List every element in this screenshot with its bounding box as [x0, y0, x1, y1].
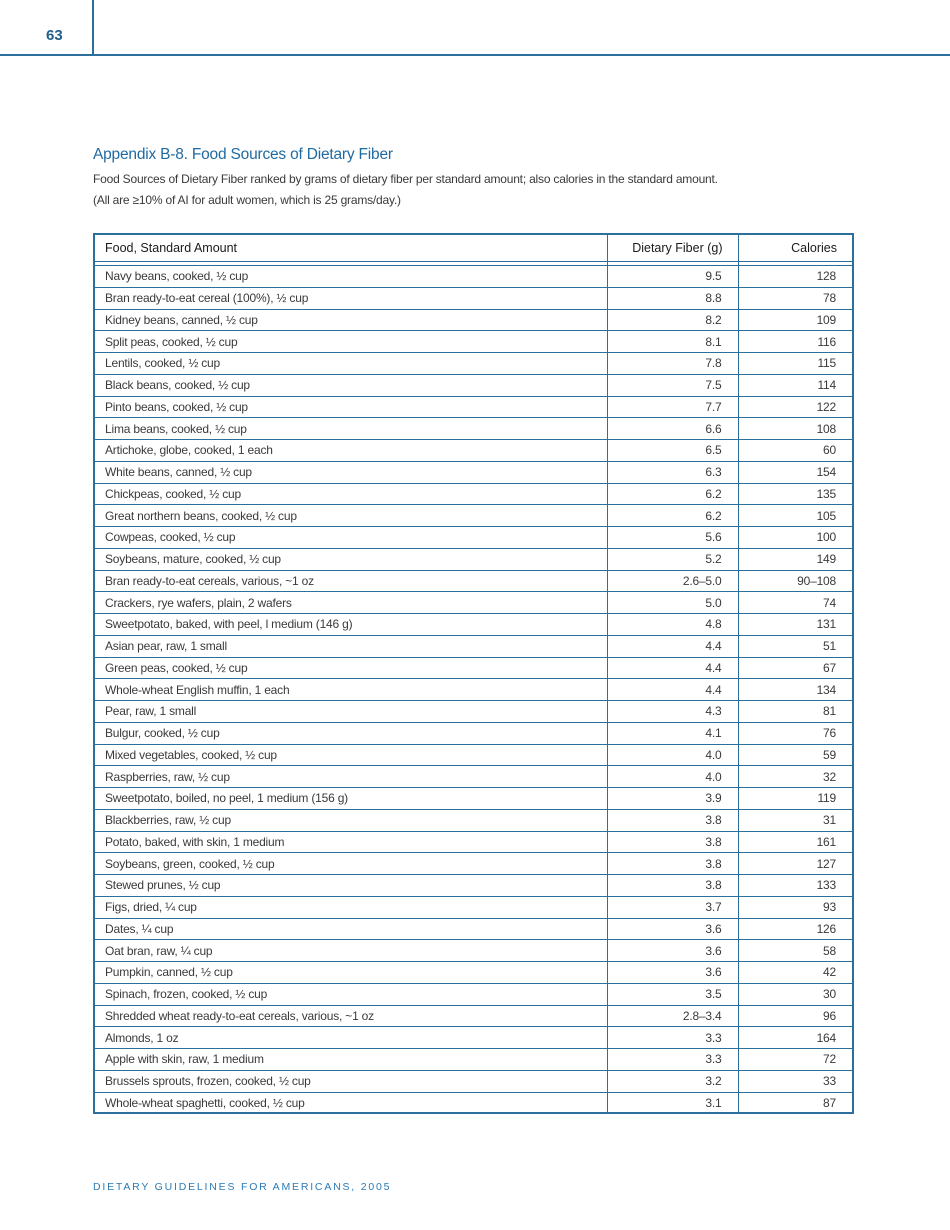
- food-cell: White beans, canned, ½ cup: [95, 461, 607, 483]
- fiber-cell: 3.1: [607, 1092, 738, 1113]
- food-cell: Potato, baked, with skin, 1 medium: [95, 831, 607, 853]
- food-cell: Pear, raw, 1 small: [95, 701, 607, 723]
- food-cell: Cowpeas, cooked, ½ cup: [95, 527, 607, 549]
- calories-cell: 135: [738, 483, 852, 505]
- table-row: [95, 548, 852, 570]
- food-cell: Black beans, cooked, ½ cup: [95, 374, 607, 396]
- fiber-cell: 5.0: [607, 592, 738, 614]
- fiber-cell: 3.8: [607, 809, 738, 831]
- fiber-cell: 3.8: [607, 875, 738, 897]
- calories-cell: 31: [738, 809, 852, 831]
- table-row: [95, 701, 852, 723]
- calories-cell: 105: [738, 505, 852, 527]
- fiber-cell: 7.5: [607, 374, 738, 396]
- fiber-cell: 8.8: [607, 287, 738, 309]
- fiber-cell: 5.2: [607, 548, 738, 570]
- food-cell: Whole-wheat spaghetti, cooked, ½ cup: [95, 1092, 607, 1113]
- food-cell: Asian pear, raw, 1 small: [95, 635, 607, 657]
- table-description: Food Sources of Dietary Fiber ranked by grams of dietary fiber per standard amount; also calories in the standard amount.: [93, 172, 718, 186]
- calories-cell: 51: [738, 635, 852, 657]
- food-cell: Bran ready-to-eat cereals, various, ~1 oz: [95, 570, 607, 592]
- calories-cell: 81: [738, 701, 852, 723]
- table-row: [95, 896, 852, 918]
- food-cell: Artichoke, globe, cooked, 1 each: [95, 440, 607, 462]
- table-row: [95, 287, 852, 309]
- column-header-fiber: Dietary Fiber (g): [607, 235, 738, 262]
- table-row: [95, 396, 852, 418]
- table-row: [95, 1005, 852, 1027]
- calories-cell: 126: [738, 918, 852, 940]
- fiber-cell: 3.6: [607, 918, 738, 940]
- fiber-cell: 4.8: [607, 614, 738, 636]
- fiber-cell: 6.2: [607, 505, 738, 527]
- calories-cell: 100: [738, 527, 852, 549]
- food-cell: Brussels sprouts, frozen, cooked, ½ cup: [95, 1070, 607, 1092]
- food-cell: Almonds, 1 oz: [95, 1027, 607, 1049]
- food-cell: Great northern beans, cooked, ½ cup: [95, 505, 607, 527]
- fiber-cell: 3.9: [607, 788, 738, 810]
- table-row: [95, 266, 852, 288]
- calories-cell: 30: [738, 983, 852, 1005]
- fiber-cell: 2.6–5.0: [607, 570, 738, 592]
- fiber-cell: 8.1: [607, 331, 738, 353]
- calories-cell: 96: [738, 1005, 852, 1027]
- fiber-cell: 3.2: [607, 1070, 738, 1092]
- fiber-cell: 3.3: [607, 1049, 738, 1071]
- fiber-cell: 3.6: [607, 962, 738, 984]
- fiber-cell: 4.0: [607, 744, 738, 766]
- fiber-cell: 6.5: [607, 440, 738, 462]
- fiber-cell: 4.4: [607, 635, 738, 657]
- food-cell: Shredded wheat ready-to-eat cereals, various, ~1 oz: [95, 1005, 607, 1027]
- food-cell: Sweetpotato, boiled, no peel, 1 medium (156 g): [95, 788, 607, 810]
- header-vertical-rule: [92, 0, 94, 55]
- table-note: (All are ≥10% of AI for adult women, which is 25 grams/day.): [93, 193, 401, 207]
- calories-cell: 108: [738, 418, 852, 440]
- table-row: [95, 374, 852, 396]
- fiber-cell: 3.5: [607, 983, 738, 1005]
- fiber-cell: 3.7: [607, 896, 738, 918]
- table-row: [95, 440, 852, 462]
- table-row: [95, 570, 852, 592]
- food-cell: Pinto beans, cooked, ½ cup: [95, 396, 607, 418]
- food-cell: Blackberries, raw, ½ cup: [95, 809, 607, 831]
- food-cell: Whole-wheat English muffin, 1 each: [95, 679, 607, 701]
- table-header-row: [95, 235, 852, 262]
- fiber-cell: 6.2: [607, 483, 738, 505]
- fiber-cell: 4.3: [607, 701, 738, 723]
- fiber-cell: 3.8: [607, 853, 738, 875]
- fiber-cell: 3.8: [607, 831, 738, 853]
- calories-cell: 67: [738, 657, 852, 679]
- table-row: [95, 1027, 852, 1049]
- page-title: Appendix B-8. Food Sources of Dietary Fiber: [93, 146, 393, 163]
- fiber-cell: 6.3: [607, 461, 738, 483]
- calories-cell: 133: [738, 875, 852, 897]
- table-row: [95, 483, 852, 505]
- table-row: [95, 1092, 852, 1113]
- food-cell: Lima beans, cooked, ½ cup: [95, 418, 607, 440]
- food-cell: Crackers, rye wafers, plain, 2 wafers: [95, 592, 607, 614]
- column-header-calories: Calories: [738, 235, 852, 262]
- table-row: [95, 592, 852, 614]
- table-row: [95, 809, 852, 831]
- table-row: [95, 418, 852, 440]
- fiber-cell: 3.3: [607, 1027, 738, 1049]
- calories-cell: 109: [738, 309, 852, 331]
- table-row: [95, 635, 852, 657]
- fiber-cell: 7.7: [607, 396, 738, 418]
- food-cell: Dates, ¼ cup: [95, 918, 607, 940]
- table-row: [95, 614, 852, 636]
- calories-cell: 42: [738, 962, 852, 984]
- table-row: [95, 505, 852, 527]
- food-cell: Kidney beans, canned, ½ cup: [95, 309, 607, 331]
- food-cell: Sweetpotato, baked, with peel, l medium (146 g): [95, 614, 607, 636]
- calories-cell: 87: [823, 1095, 836, 1110]
- food-cell: Chickpeas, cooked, ½ cup: [95, 483, 607, 505]
- calories-cell: 116: [738, 331, 852, 353]
- food-cell: Mixed vegetables, cooked, ½ cup: [95, 744, 607, 766]
- fiber-cell: 4.1: [607, 722, 738, 744]
- food-cell: Apple with skin, raw, 1 medium: [95, 1049, 607, 1071]
- fiber-cell: 5.6: [607, 527, 738, 549]
- food-cell: Green peas, cooked, ½ cup: [95, 657, 607, 679]
- calories-cell: 32: [738, 766, 852, 788]
- table-row: [95, 1049, 852, 1071]
- table-row: [95, 744, 852, 766]
- table-row: [95, 940, 852, 962]
- fiber-cell: 6.6: [607, 418, 738, 440]
- fiber-cell: 4.4: [607, 657, 738, 679]
- table-row: [95, 962, 852, 984]
- food-cell: Bran ready-to-eat cereal (100%), ½ cup: [95, 287, 607, 309]
- table-row: [95, 788, 852, 810]
- fiber-table: [95, 235, 852, 1113]
- calories-cell: 90–108: [738, 570, 852, 592]
- table-row: [95, 309, 852, 331]
- fiber-table-container: [93, 233, 854, 1114]
- fiber-cell: 9.5: [607, 266, 738, 288]
- calories-cell: 134: [738, 679, 852, 701]
- calories-cell: 33: [738, 1070, 852, 1092]
- fiber-cell: 8.2: [607, 309, 738, 331]
- table-row: [95, 831, 852, 853]
- calories-cell: 115: [738, 353, 852, 375]
- calories-cell: 131: [738, 614, 852, 636]
- food-cell: Bulgur, cooked, ½ cup: [95, 722, 607, 744]
- table-row: [95, 1070, 852, 1092]
- food-cell: Oat bran, raw, ¼ cup: [95, 940, 607, 962]
- calories-cell: 78: [738, 287, 852, 309]
- calories-cell: 154: [738, 461, 852, 483]
- calories-cell: 122: [738, 396, 852, 418]
- calories-cell: 76: [738, 722, 852, 744]
- calories-cell: 93: [738, 896, 852, 918]
- table-row: [95, 461, 852, 483]
- header-horizontal-rule: [0, 54, 950, 56]
- table-body: [95, 262, 852, 1114]
- fiber-cell: 4.0: [607, 766, 738, 788]
- calories-cell: 114: [738, 374, 852, 396]
- column-header-food: Food, Standard Amount: [95, 235, 607, 262]
- calories-cell: 149: [738, 548, 852, 570]
- calories-cell: 72: [738, 1049, 852, 1071]
- food-cell: Spinach, frozen, cooked, ½ cup: [95, 983, 607, 1005]
- calories-cell: 128: [738, 266, 852, 288]
- fiber-cell: 7.8: [607, 353, 738, 375]
- table-row: [95, 918, 852, 940]
- page-number: 63: [46, 27, 63, 44]
- food-cell: Navy beans, cooked, ½ cup: [95, 266, 607, 288]
- calories-cell: 74: [738, 592, 852, 614]
- fiber-cell: 3.6: [607, 940, 738, 962]
- table-row: [95, 657, 852, 679]
- table-row: [95, 353, 852, 375]
- table-row: [95, 679, 852, 701]
- table-row: [95, 766, 852, 788]
- food-cell: Lentils, cooked, ½ cup: [95, 353, 607, 375]
- table-row: [95, 983, 852, 1005]
- page-footer: DIETARY GUIDELINES FOR AMERICANS, 2005: [93, 1181, 392, 1193]
- calories-cell: 59: [738, 744, 852, 766]
- table-row: [95, 853, 852, 875]
- fiber-cell: 4.4: [607, 679, 738, 701]
- table-row: [95, 331, 852, 353]
- table-row: [95, 722, 852, 744]
- calories-cell: 60: [738, 440, 852, 462]
- food-cell: Stewed prunes, ½ cup: [95, 875, 607, 897]
- fiber-cell: 2.8–3.4: [607, 1005, 738, 1027]
- food-cell: Soybeans, mature, cooked, ½ cup: [95, 548, 607, 570]
- food-cell: Raspberries, raw, ½ cup: [95, 766, 607, 788]
- calories-cell: 161: [738, 831, 852, 853]
- food-cell: Split peas, cooked, ½ cup: [95, 331, 607, 353]
- calories-cell: 119: [738, 788, 852, 810]
- calories-cell: 127: [738, 853, 852, 875]
- food-cell: Figs, dried, ¼ cup: [95, 896, 607, 918]
- calories-cell: 164: [738, 1027, 852, 1049]
- food-cell: Soybeans, green, cooked, ½ cup: [95, 853, 607, 875]
- table-row: [95, 875, 852, 897]
- food-cell: Pumpkin, canned, ½ cup: [95, 962, 607, 984]
- table-row: [95, 527, 852, 549]
- calories-cell: 58: [738, 940, 852, 962]
